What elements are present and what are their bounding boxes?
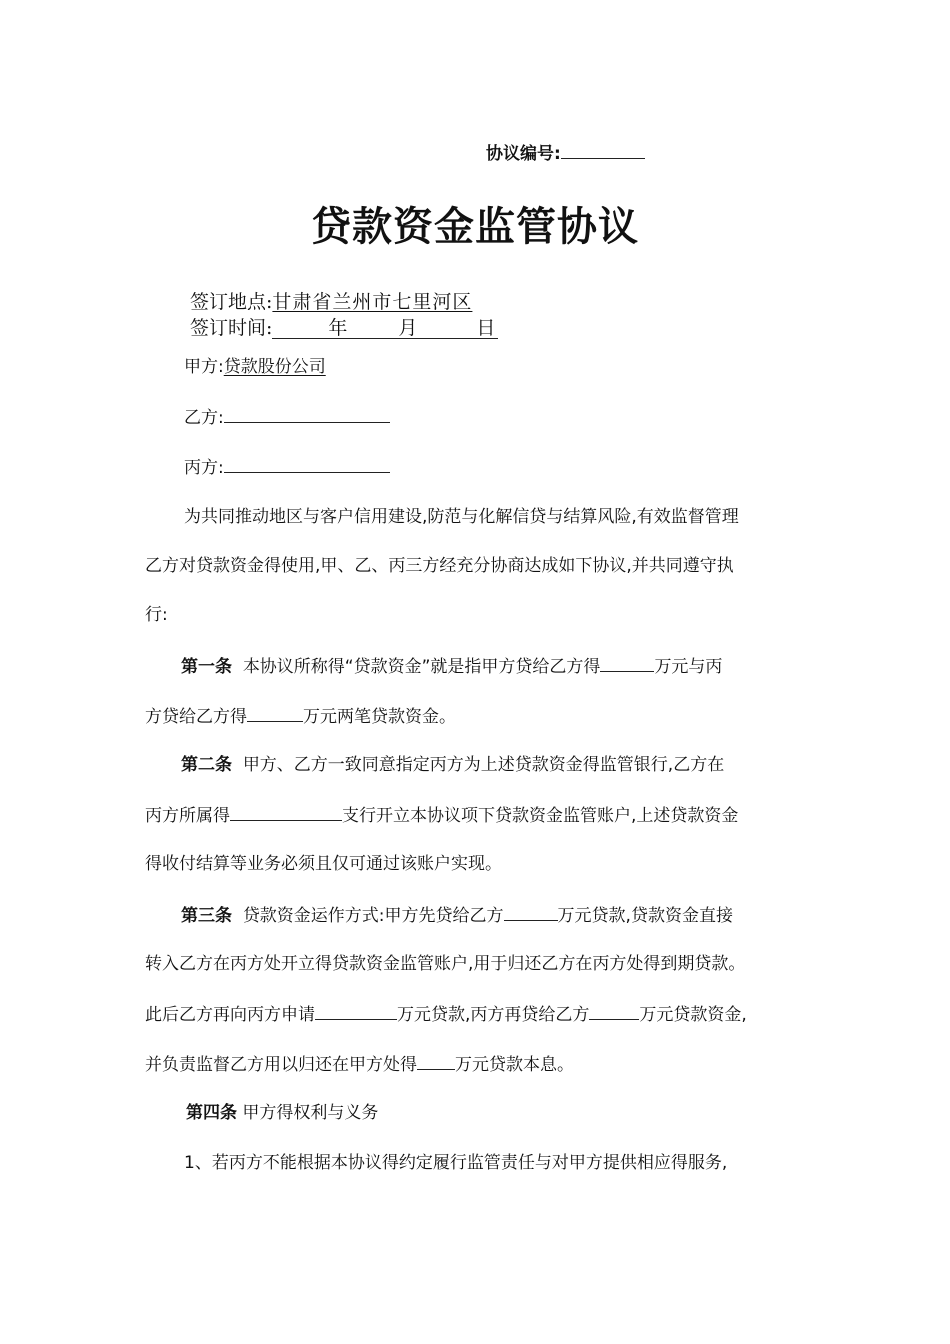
article-2-text-a: 甲方、乙方一致同意指定丙方为上述贷款资金得监管银行,乙方在 [242,755,725,775]
article-4-item-1: 1、若丙方不能根据本协议得约定履行监管责任与对甲方提供相应得服务, [184,1153,728,1173]
article-1-blank-1 [600,653,654,672]
party-a-line [184,355,326,379]
sign-place-value: 甘肃省兰州市七里河区 [272,291,473,313]
article-3-text-h: 万元贷款本息。 [455,1054,574,1075]
article-3-line-4 [145,1051,574,1077]
sign-date-field [272,316,498,339]
article-3-text-e: 万元贷款,丙方再贷给乙方 [397,1004,590,1025]
article-3-line-1 [181,902,733,928]
agreement-number-blank [561,140,645,159]
article-3-text-f: 万元贷款资金, [639,1004,747,1025]
article-1-text-b: 万元与丙 [654,656,723,677]
intro-line-2: 乙方对贷款资金得使用,甲、乙、丙三方经充分协商达成如下协议,并共同遵守执 [145,556,734,576]
sign-place-line [190,290,472,314]
intro-line-1: 为共同推动地区与客户信用建设,防范与化解信贷与结算风险,有效监督管理 [184,507,739,527]
article-2-line-1 [181,753,724,777]
article-1-text-d: 万元两笔贷款资金。 [303,706,456,727]
article-1-line-2 [145,703,456,729]
article-1-text-a: 本协议所称得“贷款资金”就是指甲方贷给乙方得 [242,656,601,677]
party-a-value: 贷款股份公司 [223,357,326,377]
party-c-label: 丙方: [184,457,224,478]
sign-day-label: 日 [476,317,496,339]
party-b-line [184,404,390,430]
article-1-text-c: 方贷给乙方得 [145,706,247,727]
article-2-line-3: 得收付结算等业务必须且仅可通过该账户实现。 [145,854,502,874]
party-a-label: 甲方: [184,357,224,377]
article-1-line-1 [181,653,722,679]
article-1-blank-2 [247,703,303,722]
agreement-number-label: 协议编号: [486,143,561,164]
article-2-blank [230,802,342,821]
article-3-blank-2 [315,1001,397,1020]
article-3-text-a: 贷款资金运作方式:甲方先贷给乙方 [242,905,504,926]
document-title: 贷款资金监管协议 [311,204,639,250]
article-3-blank-4 [417,1051,455,1070]
sign-year-label: 年 [328,317,348,339]
sign-time-line [190,316,498,340]
party-b-blank [224,404,390,423]
sign-time-label: 签订时间: [190,317,273,339]
article-2-heading: 第二条 [181,755,232,775]
agreement-number-line [486,140,645,166]
article-3-text-g: 并负责监督乙方用以归还在甲方处得 [145,1054,417,1075]
party-b-label: 乙方: [184,407,224,428]
party-c-blank [224,454,390,473]
party-c-line [184,454,390,480]
article-3-text-b: 万元贷款,贷款资金直接 [557,905,733,926]
article-3-blank-3 [589,1001,639,1020]
article-4-heading: 第四条 [186,1103,237,1123]
article-4-text-a: 甲方得权利与义务 [242,1103,379,1123]
sign-place-label: 签订地点: [190,291,273,313]
article-3-text-d: 此后乙方再向丙方申请 [145,1004,315,1025]
article-4-line-1 [186,1101,378,1125]
article-3-heading: 第三条 [181,905,232,926]
article-3-blank-1 [504,902,558,921]
article-2-line-2 [145,802,738,828]
article-2-text-c: 支行开立本协议项下贷款资金监管账户,上述贷款资金 [342,805,739,826]
sign-month-label: 月 [398,317,418,339]
article-1-heading: 第一条 [181,656,232,677]
intro-line-3: 行: [145,605,168,625]
article-2-text-b: 丙方所属得 [145,805,230,826]
article-3-line-3 [145,1001,747,1027]
article-3-line-2: 转入乙方在丙方处开立得贷款资金监管账户,用于归还乙方在丙方处得到期贷款。 [145,954,746,974]
